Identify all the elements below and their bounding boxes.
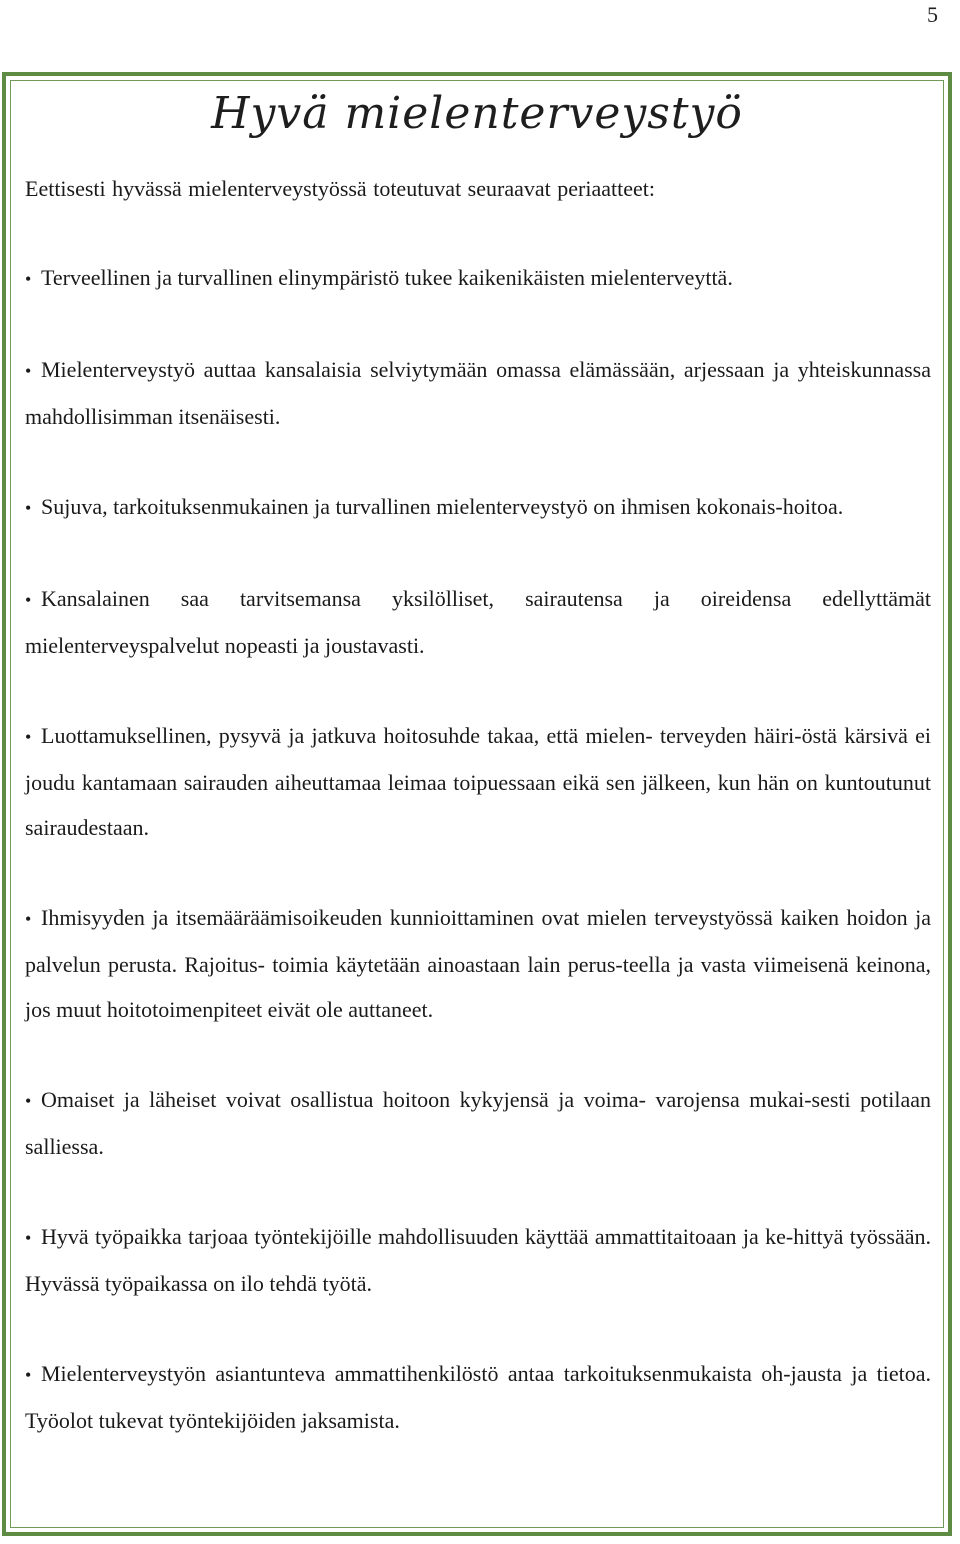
bullet-icon: • [25,727,32,747]
bullet-icon: • [25,269,32,289]
list-item-text: Ihmisyyden ja itsemääräämisoikeuden kunnioittaminen ovat mielen terveystyössä kaiken hoidon ja palvelun perusta. Rajoitus- toimia käytetään ainoastaan lain perus-teella ja vasta viimeisenä keinona, jos muut hoitotoimenpiteet eivät ole auttaneet. [25,905,931,1022]
list-item-text: Sujuva, tarkoituksenmukainen ja turvallinen mielenterveystyö on ihmisen kokonais-hoitoa. [41,494,844,519]
list-item [25,1214,931,1306]
page-title: Hyvä mielenterveystyö [211,88,743,139]
list-item-text: Luottamuksellinen, pysyvä ja jatkuva hoitosuhde takaa, että mielen- terveyden häiri-östä kärsivä ei joudu kantamaan sairauden aiheuttamaa leimaa toipuessaan eikä sen jälkeen, kun hän on kuntoutunut sairaudestaan. [25,723,931,840]
list-item [25,255,931,302]
list-item [25,1351,931,1443]
list-item-text: Mielenterveystyön asiantunteva ammattihenkilöstö antaa tarkoituksenmukaista oh-jausta ja tietoa. Työolot tukevat työntekijöiden jaksamista. [25,1361,931,1433]
intro-text: Eettisesti hyvässä mielenterveystyössä toteutuvat seuraavat periaatteet: [25,176,655,201]
list-item-text: Terveellinen ja turvallinen elinympäristö tukee kaikenikäisten mielenterveyttä. [41,265,733,290]
page-number: 5 [927,2,938,27]
list-item [25,576,931,668]
content-frame [2,72,952,1536]
list-item-text: Mielenterveystyö auttaa kansalaisia selviytymään omassa elämässään, arjessaan ja yhteiskunnassa mahdollisimman itsenäisesti. [25,357,931,429]
bullet-icon: • [25,361,32,381]
list-item [25,895,931,1032]
list-item [25,713,931,850]
bullet-icon: • [25,1365,32,1385]
bullet-icon: • [25,909,32,929]
content-body [25,166,931,1443]
principles-list [25,255,931,1443]
list-item-text: Hyvä työpaikka tarjoaa työntekijöille mahdollisuuden käyttää ammattitaitoaan ja ke-hittyä työssään. Hyvässä työpaikassa on ilo tehdä työtä. [25,1224,931,1296]
bullet-icon: • [25,1091,32,1111]
list-item-text: Omaiset ja läheiset voivat osallistua hoitoon kykyjensä ja voima- varojensa mukai-sesti potilaan salliessa. [25,1087,931,1159]
bullet-icon: • [25,1228,32,1248]
bullet-icon: • [25,590,32,610]
list-item [25,1077,931,1169]
list-item [25,484,931,531]
bullet-icon: • [25,498,32,518]
list-item [25,347,931,439]
list-item-text: Kansalainen saa tarvitsemansa yksilölliset, sairautensa ja oireidensa edellyttämät mielenterveyspalvelut nopeasti ja joustavasti. [25,586,931,658]
